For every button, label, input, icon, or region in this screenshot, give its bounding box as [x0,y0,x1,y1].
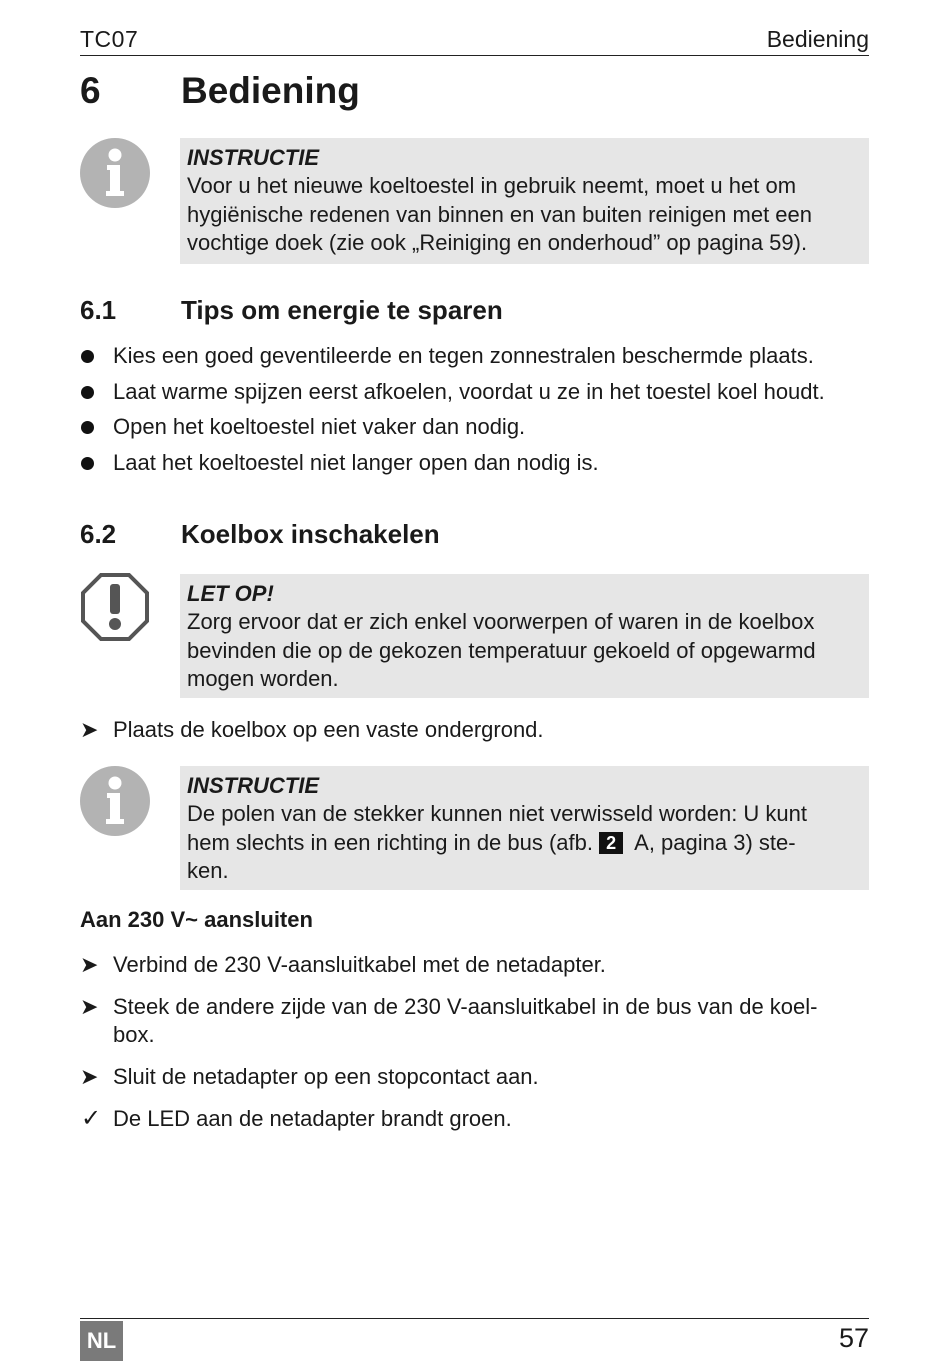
note-body [187,172,862,258]
list-item: ➤ Plaats de koelbox op een vaste ondergrond. [80,717,544,742]
warning-body [187,608,862,694]
list-item: ➤ Steek de andere zijde van de 230 V-aansluitkabel in de bus van de koel- box. [80,994,818,1047]
section-title: Koelbox inschakelen [181,519,440,549]
running-section-title: Bediening [766,26,869,52]
chapter-number: 6 [80,70,101,111]
bullet-icon [81,421,94,434]
note-line: vochtige doek (zie ook „Reiniging en onderhoud” op pagina 59). [187,230,808,255]
warning-line: mogen worden. [187,666,339,691]
energy-tips-list [80,342,880,477]
instruction-note [180,766,869,890]
arrow-icon: ➤ [80,994,99,1019]
warning-title: LET OP! [187,581,274,606]
section-number: 6.2 [80,519,117,549]
list-item: Laat het koeltoestel niet langer open dan nodig is. [80,449,880,477]
language-badge: NL [80,1321,123,1361]
note-line: hygiënische redenen van binnen en van buiten reinigen met een [187,201,813,227]
placement-step [80,716,880,744]
note-line: Voor u het nieuwe koeltoestel in gebruik neemt, moet u het om [187,173,797,198]
warning-line: bevinden die op de gekozen temperatuur gekoeld of opgewarmd [187,637,816,663]
warning-note [180,574,869,698]
connection-steps-list [80,951,880,1133]
warning-octagon-icon [80,572,150,642]
arrow-icon: ➤ [80,717,99,742]
note-title: INSTRUCTIE [187,773,319,798]
note-title: INSTRUCTIE [187,145,319,170]
section-title: Tips om energie te sparen [181,295,503,325]
page-header [80,24,869,56]
list-item: Kies een goed geventileerde en tegen zonnestralen beschermde plaats. [80,342,880,370]
figure-reference-badge: 2 [599,832,623,854]
arrow-icon: ➤ [80,1064,99,1089]
chapter-title: Bediening [181,70,360,111]
info-icon [80,138,150,208]
list-item: ➤ Sluit de netadapter op een stopcontact aan. [80,1064,539,1089]
subsection-title: Aan 230 V~ aansluiten [80,907,313,932]
page-number: 57 [838,1323,869,1353]
list-item: Laat warme spijzen eerst afkoelen, voordat u ze in het toestel koel houdt. [80,378,880,406]
bullet-icon [81,386,94,399]
note-line: ken. [187,858,229,883]
list-item: ✓ De LED aan de netadapter brandt groen. [81,1105,512,1132]
note-line: De polen van de stekker kunnen niet verwisseld worden: U kunt [187,801,808,826]
list-item: ➤ Verbind de 230 V-aansluitkabel met de netadapter. [80,952,606,977]
model-name: TC07 [80,26,139,52]
note-line: hem slechts in een richting in de bus (afb. 2 A, pagina 3) ste- [187,829,796,855]
section-number: 6.1 [80,295,117,325]
info-icon [80,766,150,836]
bullet-icon [81,457,94,470]
note-body [187,800,862,886]
warning-line: Zorg ervoor dat er zich enkel voorwerpen of waren in de koelbox [187,609,815,634]
page-footer [80,1318,869,1362]
list-item: Open het koeltoestel niet vaker dan nodig. [80,413,880,441]
bullet-icon [81,350,94,363]
instruction-note [180,138,869,264]
arrow-icon: ➤ [80,952,99,977]
checkmark-icon: ✓ [81,1105,102,1132]
